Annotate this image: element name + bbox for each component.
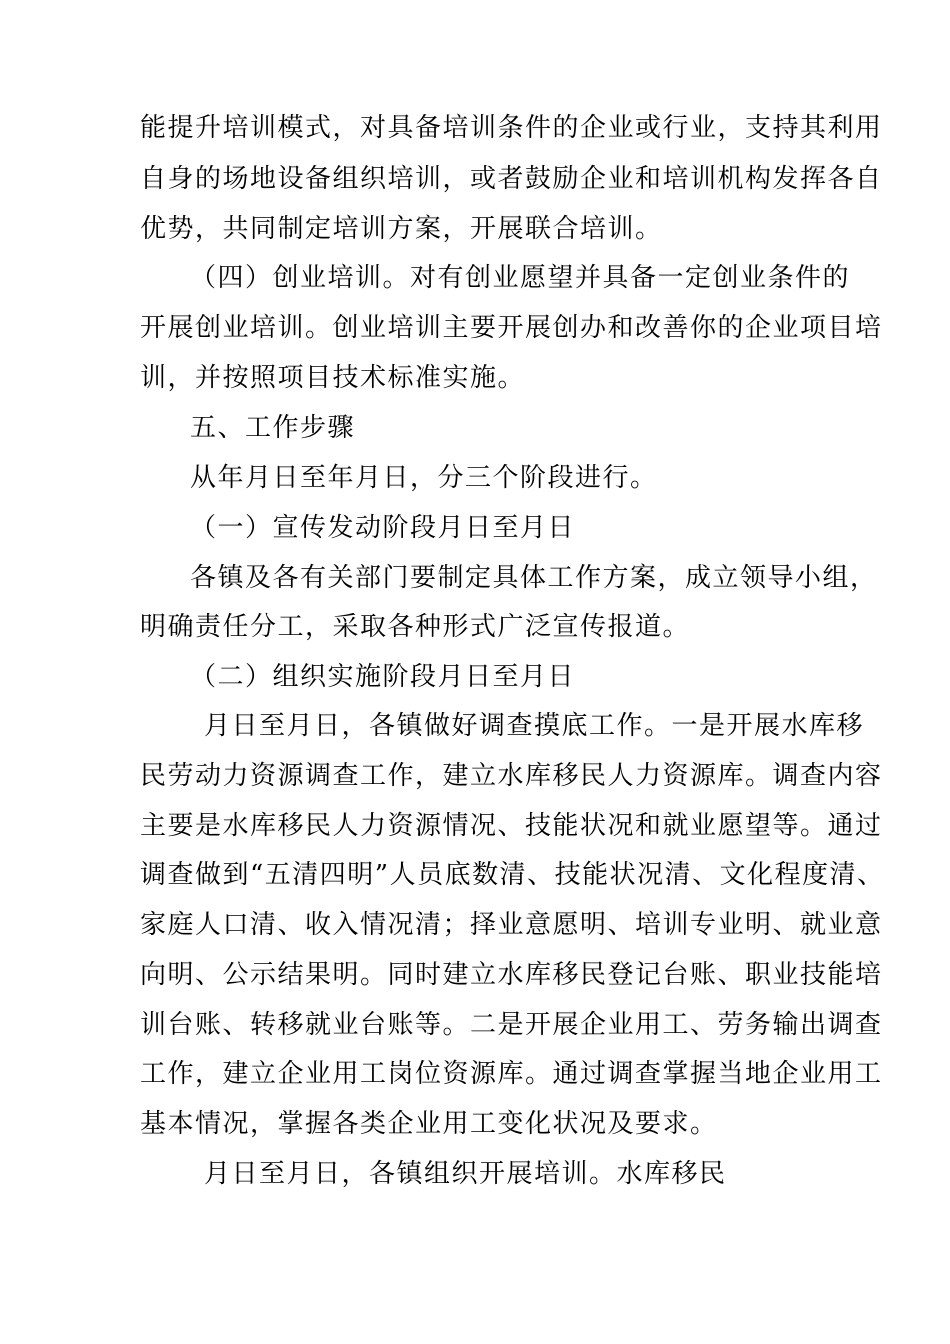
body-line: 向明、公示结果明。同时建立水库移民登记台账、职业技能培 [140,960,883,990]
body-line: 能提升培训模式，对具备培训条件的企业或行业，支持其利用 [140,113,883,143]
section-heading: （四）创业培训。对有创业愿望并具备一定创业条件的 [190,263,851,293]
body-line: 主要是水库移民人力资源情况、技能状况和就业愿望等。通过 [140,811,883,841]
body-line: 月日至月日，各镇组织开展培训。水库移民 [204,1159,727,1189]
section-heading: 五、工作步骤 [190,413,356,443]
body-line: 优势，共同制定培训方案，开展联合培训。 [140,214,663,244]
body-line: 自身的场地设备组织培训，或者鼓励企业和培训机构发挥各自 [140,164,883,194]
body-line: 开展创业培训。创业培训主要开展创办和改善你的企业项目培 [140,313,883,343]
body-line: 训，并按照项目技术标准实施。 [140,363,526,393]
body-line: 家庭人口清、收入情况清；择业意愿明、培训专业明、就业意 [140,910,883,940]
section-heading: （一）宣传发动阶段月日至月日 [190,513,576,543]
body-line: 月日至月日，各镇做好调查摸底工作。一是开展水库移 [204,711,865,741]
body-line: 民劳动力资源调查工作，建立水库移民人力资源库。调查内容 [140,761,883,791]
body-line: 调查做到“五清四明”人员底数清、技能状况清、文化程度清、 [140,860,885,890]
body-line: 工作，建立企业用工岗位资源库。通过调查掌握当地企业用工 [140,1059,883,1089]
body-line: 基本情况，掌握各类企业用工变化状况及要求。 [140,1109,718,1139]
body-line: 从年月日至年月日，分三个阶段进行。 [190,463,658,493]
section-heading: （二）组织实施阶段月日至月日 [190,662,576,692]
body-line: 训台账、转移就业台账等。二是开展企业用工、劳务输出调查 [140,1010,883,1040]
body-line: 明确责任分工，采取各种形式广泛宣传报道。 [140,612,691,642]
body-line: 各镇及各有关部门要制定具体工作方案，成立领导小组， [190,563,878,593]
